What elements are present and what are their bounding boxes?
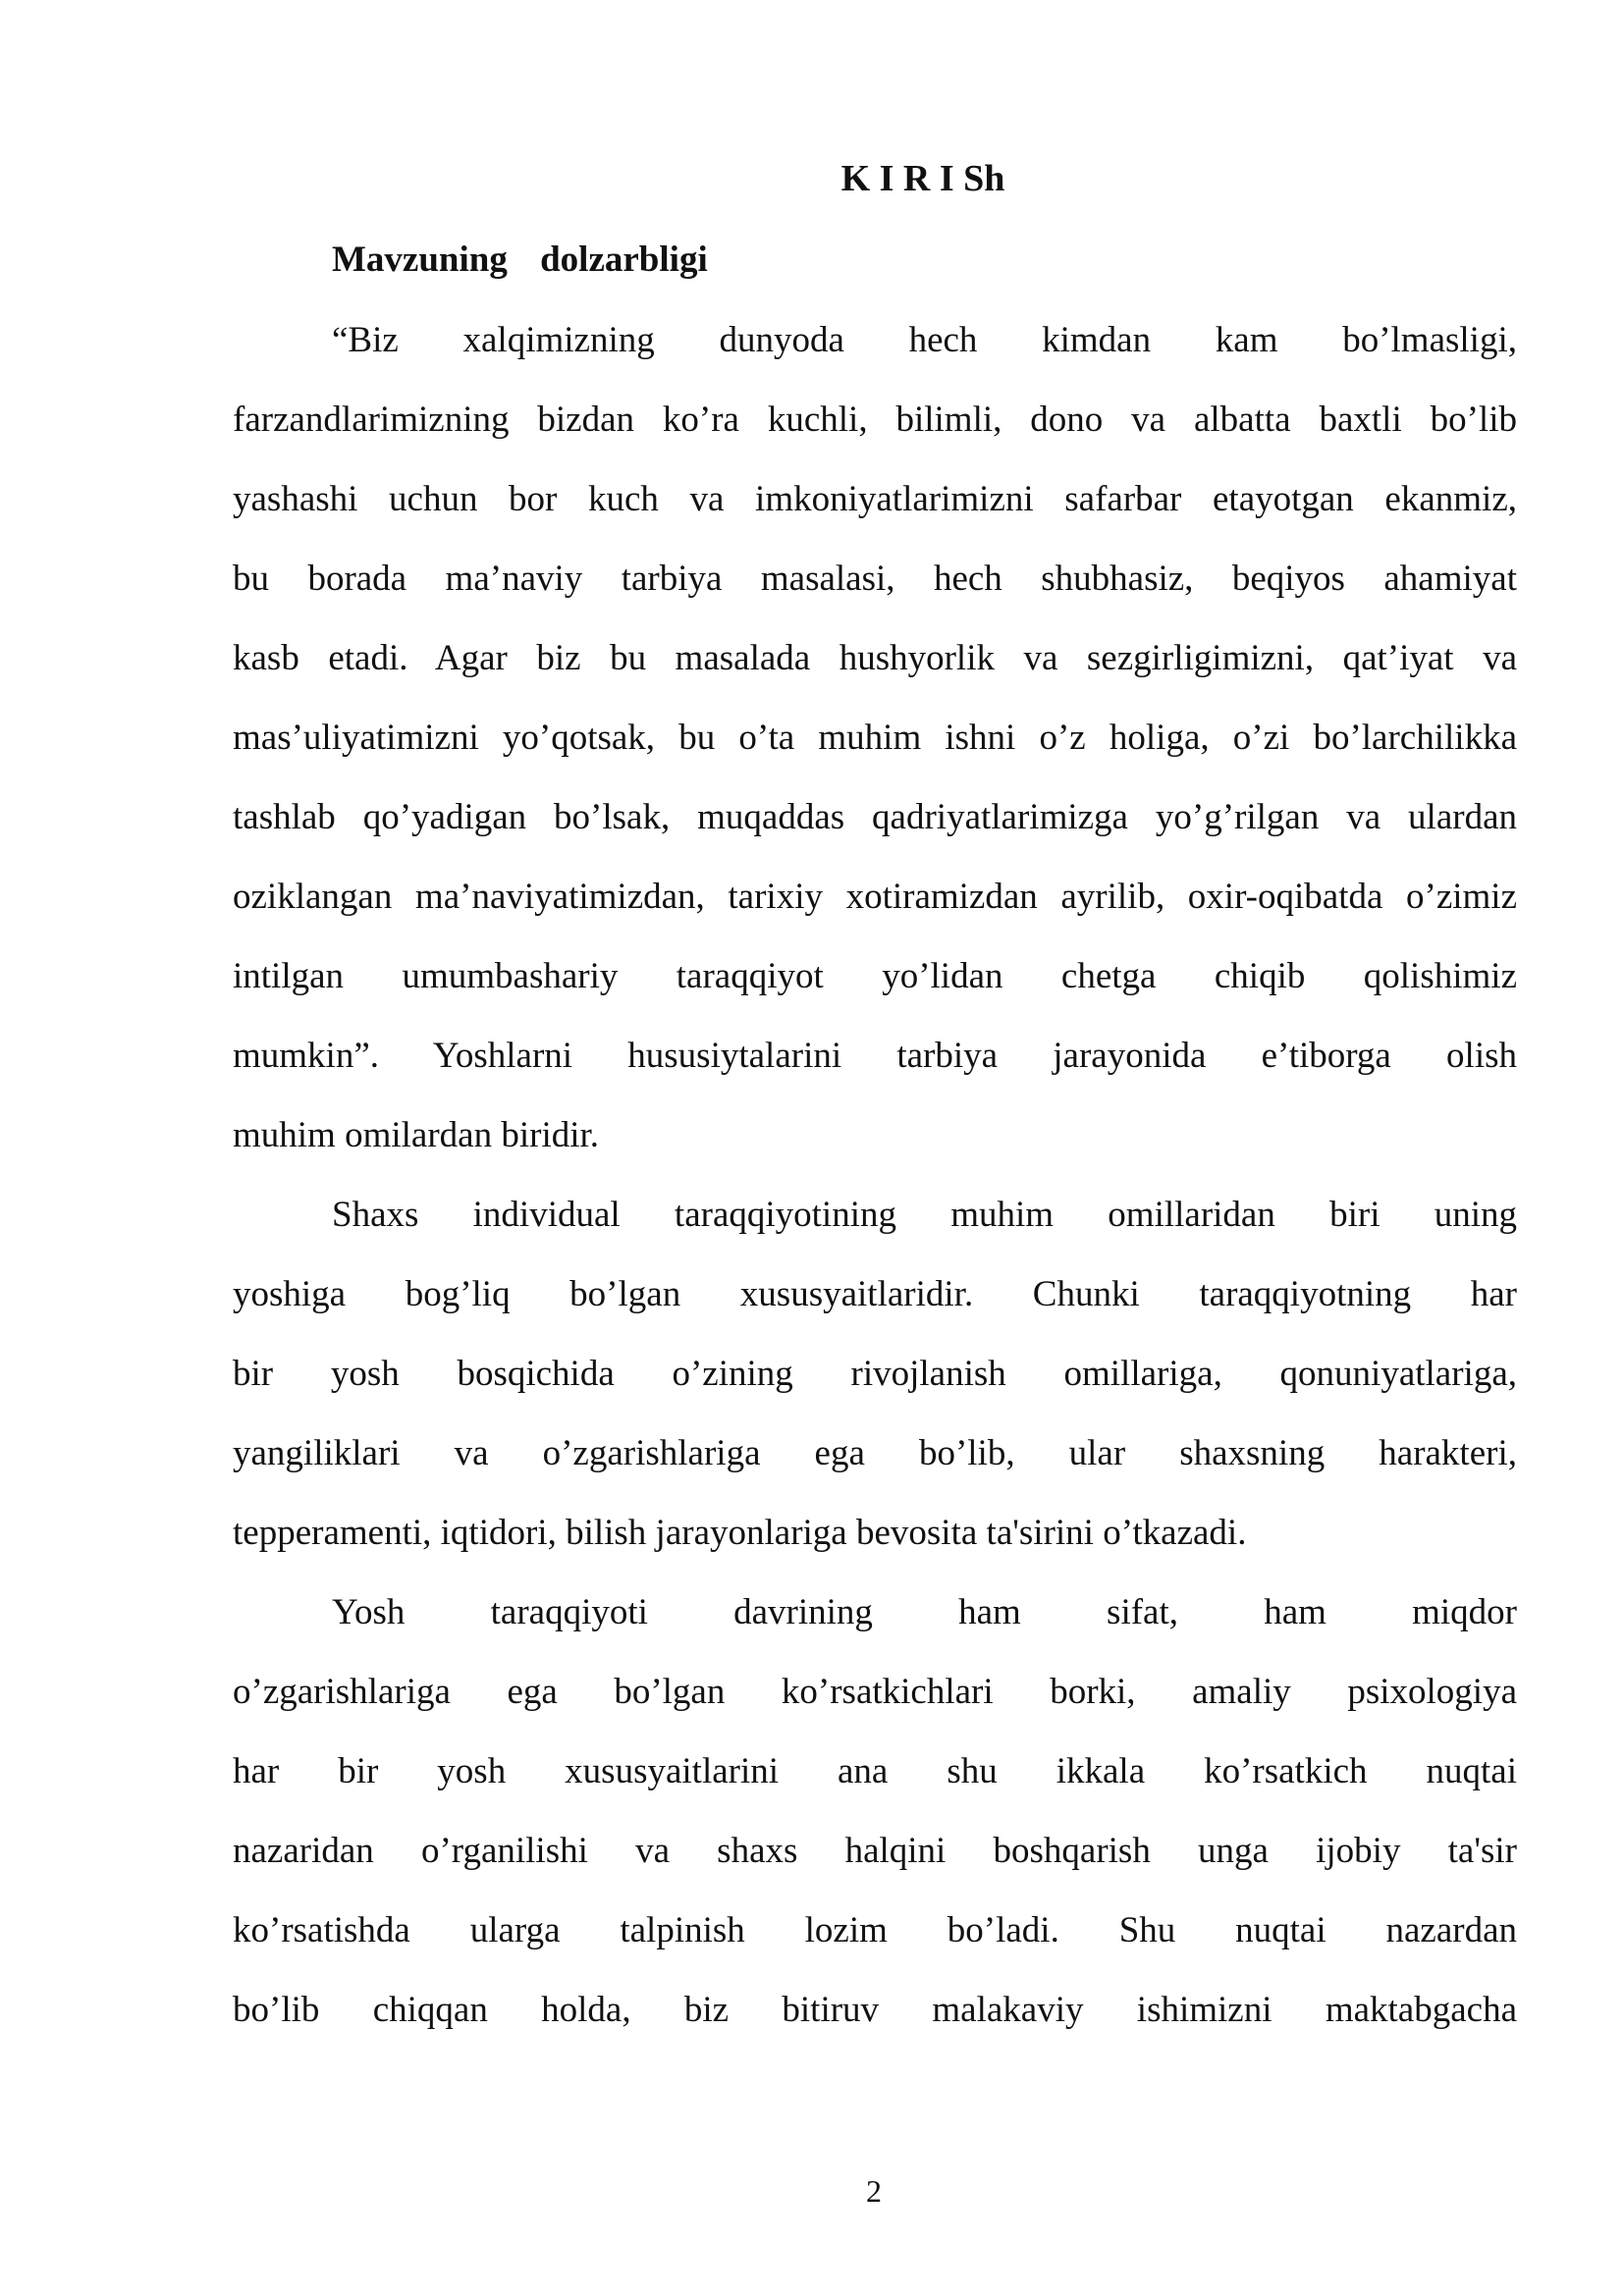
text-line: “Biz xalqimizning dunyoda hech kimdan kam bo’lmasligi, <box>332 320 1517 360</box>
page-title: K I R I Sh <box>840 158 1005 199</box>
text-line: mas’uliyatimizni yo’qotsak, bu o’ta muhim ishni o’z holiga, o’zi bo’larchilikka <box>233 718 1517 758</box>
section-heading: Mavzuning dolzarbligi <box>332 240 708 280</box>
text-line: nazaridan o’rganilishi va shaxs halqini boshqarish unga ijobiy ta'sir <box>233 1831 1517 1871</box>
text-line: yangiliklari va o’zgarishlariga ega bo’lib, ular shaxsning harakteri, <box>233 1433 1517 1473</box>
text-line: tepperamenti, iqtidori, bilish jarayonlariga bevosita ta'sirini o’tkazadi. <box>233 1513 1247 1553</box>
text-line: muhim omilardan biridir. <box>233 1115 600 1155</box>
text-line: bo’lib chiqqan holda, biz bitiruv malakaviy ishimizni maktabgacha <box>233 1990 1517 2030</box>
text-line: bir yosh bosqichida o’zining rivojlanish omillariga, qonuniyatlariga, <box>233 1354 1517 1394</box>
text-line: har bir yosh xususyaitlarini ana shu ikkala ko’rsatkich nuqtai <box>233 1751 1517 1791</box>
text-line: farzandlarimizning bizdan ko’ra kuchli, bilimli, dono va albatta baxtli bo’lib <box>233 400 1517 440</box>
text-line: bu borada ma’naviy tarbiya masalasi, hech shubhasiz, beqiyos ahamiyat <box>233 559 1517 599</box>
text-line: yoshiga bog’liq bo’lgan xususyaitlaridir. Chunki taraqqiyotning har <box>233 1274 1517 1314</box>
text-line: Yosh taraqqiyoti davrining ham sifat, ham miqdor <box>332 1592 1517 1632</box>
page-number: 2 <box>866 2173 882 2209</box>
text-line: kasb etadi. Agar biz bu masalada hushyorlik va sezgirligimizni, qat’iyat va <box>233 638 1517 678</box>
text-line: o’zgarishlariga ega bo’lgan ko’rsatkichlari borki, amaliy psixologiya <box>233 1672 1517 1712</box>
text-line: yashashi uchun bor kuch va imkoniyatlarimizni safarbar etayotgan ekanmiz, <box>233 479 1517 519</box>
text-line: Shaxs individual taraqqiyotining muhim omillaridan biri uning <box>332 1195 1517 1235</box>
text-line: oziklangan ma’naviyatimizdan, tarixiy xotiramizdan ayrilib, oxir-oqibatda o’zimiz <box>233 877 1517 917</box>
body-text <box>233 300 1517 2050</box>
text-line: tashlab qo’yadigan bo’lsak, muqaddas qadriyatlarimizga yo’g’rilgan va ulardan <box>233 797 1517 837</box>
text-line: mumkin”. Yoshlarni hususiytalarini tarbiya jarayonida e’tiborga olish <box>233 1036 1517 1076</box>
text-line: ko’rsatishda ularga talpinish lozim bo’ladi. Shu nuqtai nazardan <box>233 1910 1517 1950</box>
text-line: intilgan umumbashariy taraqqiyot yo’lidan chetga chiqib qolishimiz <box>233 956 1517 996</box>
